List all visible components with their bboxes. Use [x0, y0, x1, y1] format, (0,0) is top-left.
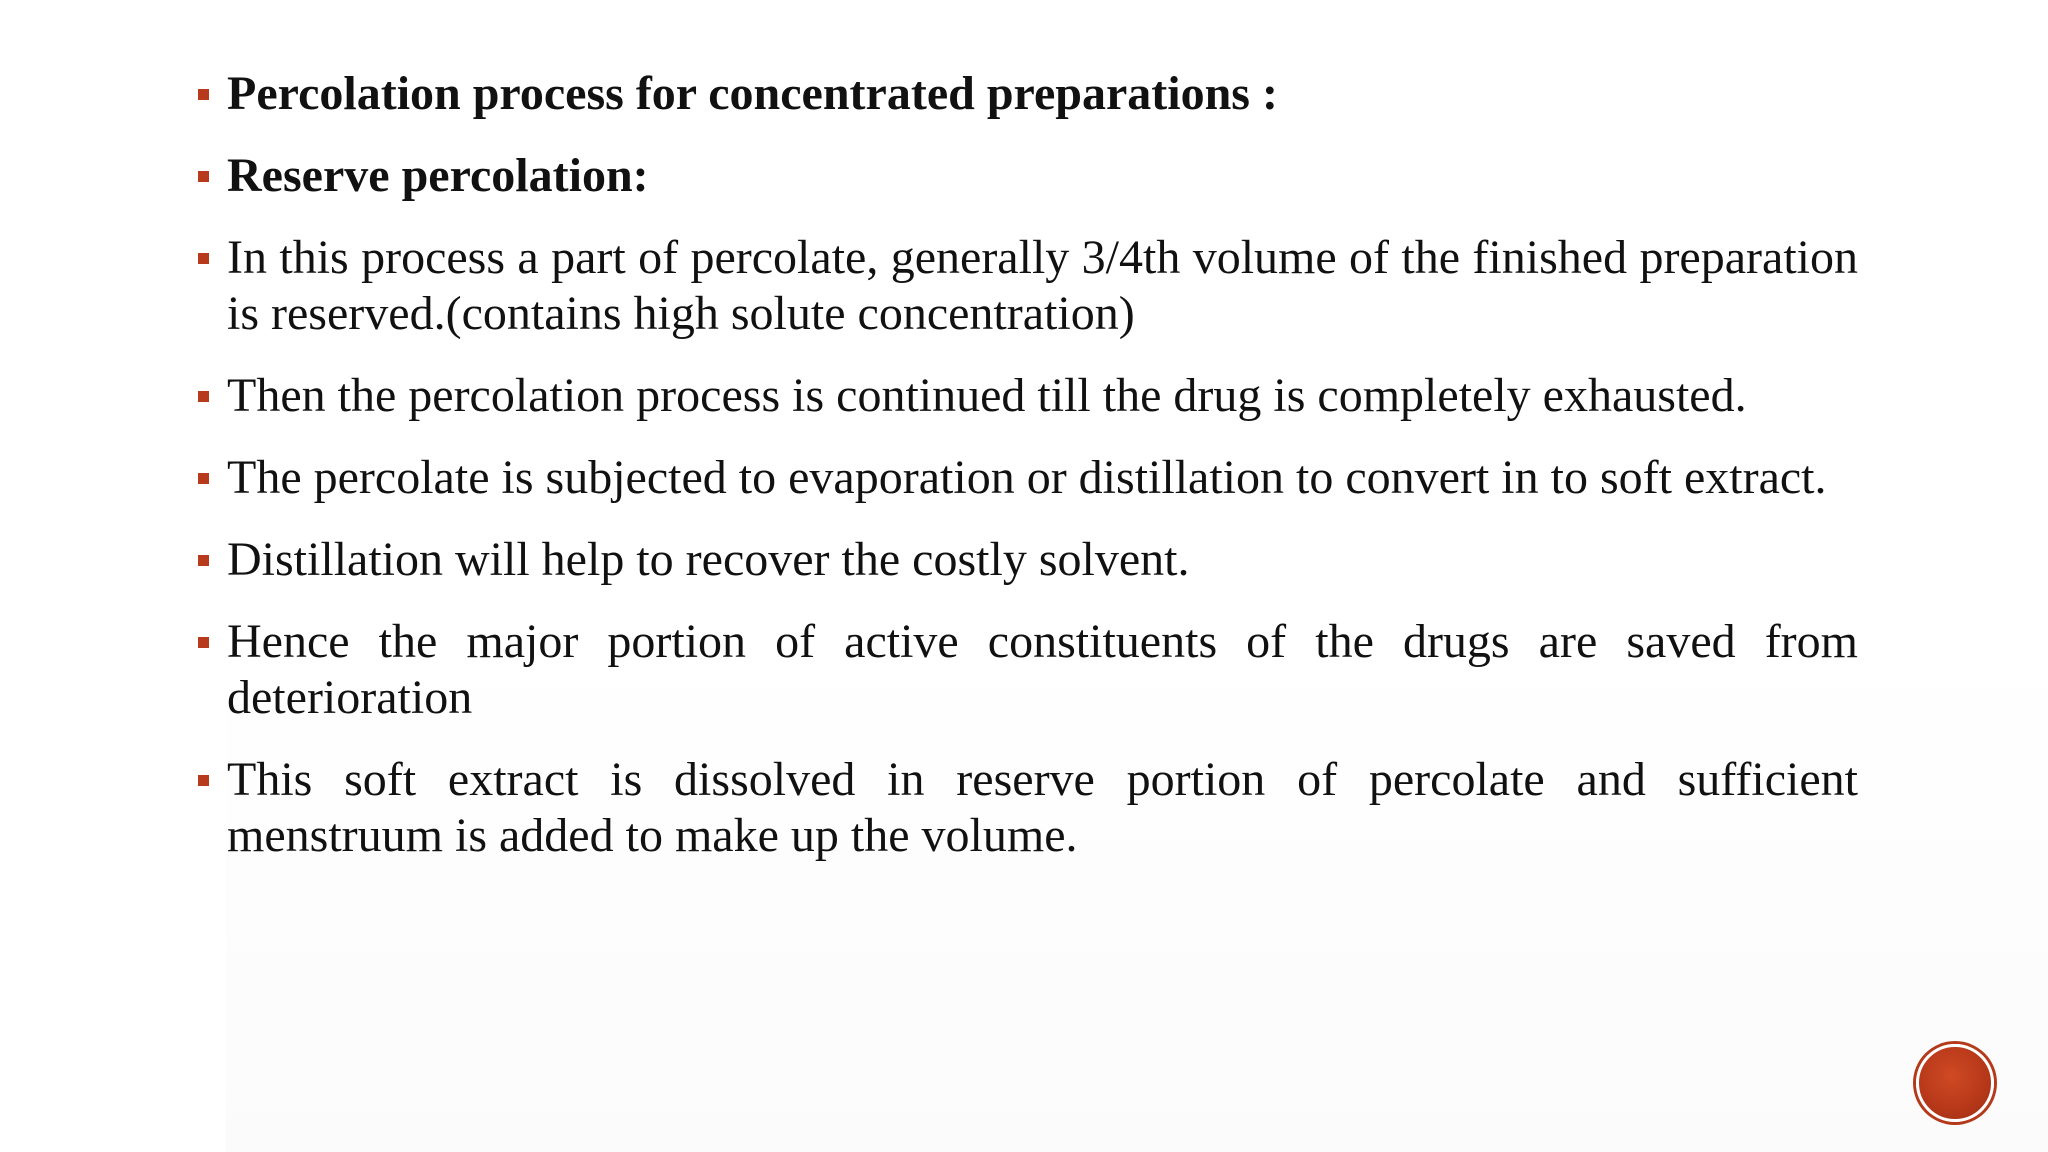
- square-bullet-icon: [198, 171, 209, 182]
- square-bullet-icon: [198, 391, 209, 402]
- bullet-item: [198, 368, 1858, 424]
- bullet-text: The percolate is subjected to evaporation or distillation to convert in to soft extract.: [227, 451, 1827, 504]
- square-bullet-icon: [198, 775, 209, 786]
- bullet-text: This soft extract is dissolved in reserve portion of percolate and sufficient menstruum is added to make up the volume.: [227, 753, 1858, 862]
- square-bullet-icon: [198, 473, 209, 484]
- bullet-text: Hence the major portion of active constituents of the drugs are saved from deterioration: [227, 615, 1858, 724]
- slide-nav-button[interactable]: [1916, 1044, 1994, 1122]
- square-bullet-icon: [198, 89, 209, 100]
- bullet-list: [198, 66, 1858, 890]
- bullet-item: [198, 532, 1858, 588]
- bullet-item-subheading: [198, 148, 1858, 204]
- bullet-item-heading: [198, 66, 1858, 122]
- bullet-item: [198, 614, 1858, 726]
- bullet-text: Distillation will help to recover the costly solvent.: [227, 533, 1190, 586]
- bullet-text: Then the percolation process is continued till the drug is completely exhausted.: [227, 369, 1747, 422]
- bullet-text: Reserve percolation:: [227, 149, 649, 202]
- bullet-item: [198, 450, 1858, 506]
- bullet-item: [198, 752, 1858, 864]
- square-bullet-icon: [198, 637, 209, 648]
- square-bullet-icon: [198, 555, 209, 566]
- bullet-text: Percolation process for concentrated preparations :: [227, 67, 1278, 120]
- bullet-item: [198, 230, 1858, 342]
- square-bullet-icon: [198, 253, 209, 264]
- bullet-text: In this process a part of percolate, generally 3/4th volume of the finished preparation is reserved.(contains high solute concentration): [227, 231, 1858, 340]
